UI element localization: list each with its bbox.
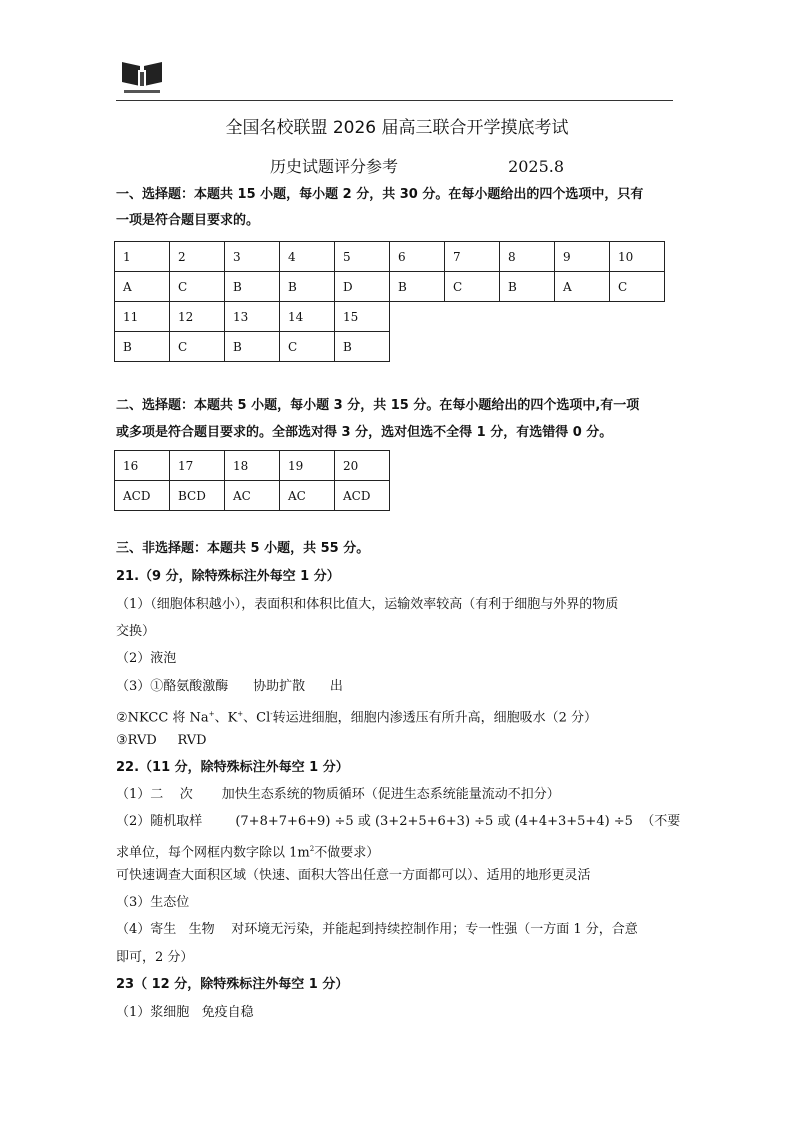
answer-cell: 5 bbox=[335, 242, 390, 272]
answer-cell: C bbox=[445, 272, 500, 302]
empty-cell bbox=[390, 332, 445, 362]
section2-answer-table bbox=[114, 450, 390, 511]
q21-line: 交换） bbox=[116, 624, 156, 639]
answer-cell: 6 bbox=[390, 242, 445, 272]
empty-cell bbox=[555, 332, 610, 362]
q22-line: 可快速调查大面积区域（快速、面积大答出任意一方面都可以）、适用的地形更灵活 bbox=[116, 868, 591, 883]
q22-line: （3）生态位 bbox=[116, 895, 190, 910]
q23-line: （1）浆细胞 免疫自稳 bbox=[116, 1005, 254, 1020]
empty-cell bbox=[390, 302, 445, 332]
q22-line: （4）寄生 生物 对环境无污染，并能起到持续控制作用；专一性强（一方面 1 分，合意 bbox=[116, 922, 638, 937]
answer-cell: 10 bbox=[610, 242, 665, 272]
answer-cell: AC bbox=[280, 481, 335, 511]
section2-intro-2: 或多项是符合题目要求的。全部选对得 3 分，选对但选不全得 1 分，有选错得 0 分。 bbox=[116, 425, 613, 440]
q21-line: ③RVD RVD bbox=[116, 733, 207, 748]
answer-cell: 14 bbox=[280, 302, 335, 332]
answer-cell: B bbox=[335, 332, 390, 362]
answer-cell: 20 bbox=[335, 451, 390, 481]
answer-cell: AC bbox=[225, 481, 280, 511]
answer-cell: A bbox=[555, 272, 610, 302]
empty-cell bbox=[445, 332, 500, 362]
answer-cell: C bbox=[170, 332, 225, 362]
section2-intro: 二、选择题：本题共 5 小题，每小题 3 分，共 15 分。在每小题给出的四个选项中,有一项 bbox=[116, 398, 640, 413]
answer-cell: ACD bbox=[335, 481, 390, 511]
empty-cell bbox=[500, 332, 555, 362]
answer-cell: 3 bbox=[225, 242, 280, 272]
answer-cell: 15 bbox=[335, 302, 390, 332]
subtitle: 历史试题评分参考 bbox=[269, 157, 398, 176]
text: 不做要求） bbox=[314, 845, 380, 861]
answer-cell: B bbox=[225, 272, 280, 302]
text: 、K bbox=[214, 710, 238, 726]
answer-cell: 2 bbox=[170, 242, 225, 272]
q22-line: （1）二 次 加快生态系统的物质循环（促进生态系统能量流动不扣分） bbox=[116, 787, 560, 802]
answer-cell: B bbox=[390, 272, 445, 302]
text: 转运进细胞，细胞内渗透压有所升高，细胞吸水（2 分） bbox=[272, 710, 598, 726]
q22-heading: 22.（11 分，除特殊标注外每空 1 分） bbox=[116, 760, 349, 775]
empty-cell bbox=[610, 302, 665, 332]
answer-cell: B bbox=[500, 272, 555, 302]
answer-cell: A bbox=[115, 272, 170, 302]
q21-line: （2）液泡 bbox=[116, 651, 177, 666]
answer-cell: 13 bbox=[225, 302, 280, 332]
answer-cell: ACD bbox=[115, 481, 170, 511]
answer-cell: B bbox=[280, 272, 335, 302]
q23-heading: 23（ 12 分，除特殊标注外每空 1 分） bbox=[116, 977, 349, 992]
section1-answer-table bbox=[114, 241, 665, 362]
text: ②NKCC 将 Na bbox=[116, 710, 209, 726]
answer-cell: 16 bbox=[115, 451, 170, 481]
exam-title: 全国名校联盟 2026 届高三联合开学摸底考试 bbox=[225, 118, 569, 138]
section1-intro-2: 一项是符合题目要求的。 bbox=[116, 213, 260, 228]
text: 、Cl bbox=[243, 710, 271, 726]
empty-cell bbox=[445, 302, 500, 332]
answer-cell: 18 bbox=[225, 451, 280, 481]
answer-cell: C bbox=[280, 332, 335, 362]
school-alliance-logo bbox=[118, 58, 166, 98]
answer-cell: BCD bbox=[170, 481, 225, 511]
answer-cell: 7 bbox=[445, 242, 500, 272]
answer-cell: D bbox=[335, 272, 390, 302]
q22-line: 即可，2 分） bbox=[116, 950, 194, 965]
section1-intro: 一、选择题：本题共 15 小题，每小题 2 分，共 30 分。在每小题给出的四个选项中，只有 bbox=[116, 187, 644, 202]
answer-cell: B bbox=[115, 332, 170, 362]
answer-cell: 1 bbox=[115, 242, 170, 272]
q21-line: （3）①酪氨酸激酶 协助扩散 出 bbox=[116, 679, 343, 694]
empty-cell bbox=[610, 332, 665, 362]
answer-cell: C bbox=[610, 272, 665, 302]
q22-line: 求单位，每个网框内数字除以 $1m^2$不做要求） bbox=[116, 845, 380, 861]
answer-cell: 8 bbox=[500, 242, 555, 272]
q21-line: ②NKCC 将 Na+、K+、Cl-转运进细胞，细胞内渗透压有所升高，细胞吸水（2 分） bbox=[116, 710, 598, 726]
answer-cell: C bbox=[170, 272, 225, 302]
answer-cell: 11 bbox=[115, 302, 170, 332]
empty-cell bbox=[555, 302, 610, 332]
answer-cell: 4 bbox=[280, 242, 335, 272]
empty-cell bbox=[500, 302, 555, 332]
answer-cell: B bbox=[225, 332, 280, 362]
answer-cell: 17 bbox=[170, 451, 225, 481]
answer-cell: 12 bbox=[170, 302, 225, 332]
header-rule bbox=[116, 100, 673, 101]
q21-line: （1）（细胞体积越小），表面积和体积比值大，运输效率较高（有利于细胞与外界的物质 bbox=[116, 597, 619, 612]
answer-cell: 19 bbox=[280, 451, 335, 481]
section3-heading: 三、非选择题：本题共 5 小题，共 55 分。 bbox=[116, 541, 370, 556]
subtitle-row bbox=[0, 154, 794, 177]
q21-heading: 21.（9 分，除特殊标注外每空 1 分） bbox=[116, 569, 340, 584]
q22-line: （2）随机取样 (7+8+7+6+9) ÷5 或 (3+2+5+6+3) ÷5 或 (4+4+3+5+4) ÷5 （不要 bbox=[116, 814, 681, 829]
exam-date: 2025.8 bbox=[508, 157, 565, 176]
text: 求单位，每个网框内数字除以 1m bbox=[116, 845, 310, 861]
answer-cell: 9 bbox=[555, 242, 610, 272]
